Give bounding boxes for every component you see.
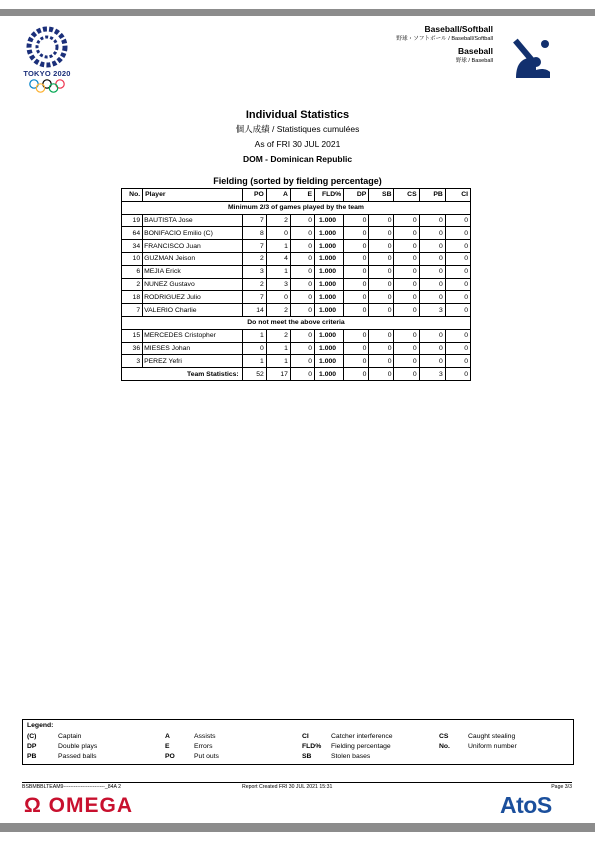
- table-row: [122, 240, 471, 253]
- header-e: E: [290, 189, 314, 202]
- legend-key: PO: [165, 753, 175, 760]
- table-cell: 1.000: [315, 227, 344, 240]
- table-cell: 0: [445, 265, 470, 278]
- table-cell: 0: [290, 265, 314, 278]
- table-cell: 1: [266, 265, 290, 278]
- table-cell: 3: [242, 265, 266, 278]
- legend-key: E: [165, 743, 170, 750]
- table-cell: 6: [122, 265, 143, 278]
- table-row: [122, 304, 471, 317]
- table-row: [122, 329, 471, 342]
- totals-cell: 17: [266, 368, 290, 381]
- legend-value: Errors: [194, 743, 213, 750]
- table-cell: 8: [242, 227, 266, 240]
- table-cell: 0: [344, 265, 369, 278]
- report-created: Report Created FRI 30 JUL 2021 15:31: [242, 784, 333, 790]
- totals-cell: 1.000: [315, 368, 344, 381]
- table-header-row: [122, 189, 471, 202]
- report-date: As of FRI 30 JUL 2021: [254, 139, 341, 149]
- table-cell: 0: [369, 214, 394, 227]
- table-cell: 1: [266, 240, 290, 253]
- table-cell: 0: [445, 342, 470, 355]
- event-name-multilang: 野球 / Baseball: [455, 57, 493, 64]
- table-cell: 0: [344, 355, 369, 368]
- table-cell: 0: [290, 240, 314, 253]
- legend-value: Assists: [194, 733, 216, 740]
- atos-logo: AtoS: [500, 792, 552, 818]
- footer-rule: [22, 782, 572, 783]
- table-cell: 3: [266, 278, 290, 291]
- table-cell: 0: [344, 329, 369, 342]
- event-name: Baseball: [458, 46, 493, 57]
- table-cell: 0: [394, 240, 419, 253]
- legend-value: Captain: [58, 733, 82, 740]
- legend-key: No.: [439, 743, 450, 750]
- table-cell: 0: [419, 291, 445, 304]
- table-cell: 0: [290, 342, 314, 355]
- table-cell: 14: [242, 304, 266, 317]
- legend-key: CI: [302, 733, 309, 740]
- table-cell: 0: [445, 278, 470, 291]
- table-cell: 0: [344, 252, 369, 265]
- tokyo-emblem-icon: [22, 25, 72, 69]
- table-cell: 7: [242, 240, 266, 253]
- legend-key: (C): [27, 733, 37, 740]
- table-cell: 0: [394, 252, 419, 265]
- table-cell: GUZMAN Jeison: [143, 252, 243, 265]
- header-cs: CS: [394, 189, 419, 202]
- table-cell: 1: [242, 355, 266, 368]
- table-cell: 0: [369, 278, 394, 291]
- table-cell: 0: [290, 304, 314, 317]
- table-cell: 0: [369, 265, 394, 278]
- table-cell: 0: [369, 329, 394, 342]
- sport-name: Baseball/Softball: [424, 24, 493, 34]
- table-row: [122, 265, 471, 278]
- table-row: [122, 355, 471, 368]
- bottom-bar: [0, 823, 595, 832]
- table-row: [122, 252, 471, 265]
- group-label-other: Do not meet the above criteria: [122, 316, 471, 329]
- table-cell: NUNEZ Gustavo: [143, 278, 243, 291]
- table-cell: 2: [242, 252, 266, 265]
- table-cell: 0: [445, 291, 470, 304]
- table-cell: 0: [419, 355, 445, 368]
- table-cell: 0: [290, 291, 314, 304]
- table-cell: FRANCISCO Juan: [143, 240, 243, 253]
- table-cell: 1.000: [315, 355, 344, 368]
- table-row: [122, 214, 471, 227]
- legend-value: Caught stealing: [468, 733, 516, 740]
- table-cell: 3: [419, 304, 445, 317]
- fielding-table: [121, 188, 471, 381]
- legend-key: SB: [302, 753, 312, 760]
- legend-title: Legend:: [27, 722, 54, 729]
- sport-heading: [396, 25, 493, 64]
- table-cell: 1.000: [315, 265, 344, 278]
- table-cell: 36: [122, 342, 143, 355]
- table-cell: 2: [266, 304, 290, 317]
- report-title: Individual Statistics: [245, 109, 350, 121]
- table-cell: 0: [419, 240, 445, 253]
- header-po: PO: [242, 189, 266, 202]
- table-cell: 0: [369, 355, 394, 368]
- table-cell: 0: [394, 278, 419, 291]
- table-cell: 0: [344, 227, 369, 240]
- table-cell: 0: [394, 214, 419, 227]
- totals-cell: 0: [394, 368, 419, 381]
- table-cell: BONIFACIO Emilio (C): [143, 227, 243, 240]
- table-cell: 4: [266, 252, 290, 265]
- legend-value: Passed balls: [58, 753, 97, 760]
- totals-cell: 0: [369, 368, 394, 381]
- sport-name-multilang: 野球・ソフトボール / Baseball/Softball: [396, 35, 493, 42]
- legend-key: DP: [27, 743, 37, 750]
- top-bar: [0, 9, 595, 16]
- legend-value: Catcher interference: [331, 733, 393, 740]
- table-cell: 0: [344, 291, 369, 304]
- table-cell: 1: [242, 329, 266, 342]
- table-cell: 0: [445, 252, 470, 265]
- table-cell: 0: [266, 227, 290, 240]
- table-cell: 0: [369, 252, 394, 265]
- header-fld: FLD%: [315, 189, 344, 202]
- table-cell: 1.000: [315, 329, 344, 342]
- totals-row: [122, 368, 471, 381]
- legend-value: Put outs: [194, 753, 219, 760]
- table-cell: 0: [394, 291, 419, 304]
- table-cell: 0: [344, 278, 369, 291]
- legend-key: PB: [27, 753, 37, 760]
- table-cell: 0: [445, 214, 470, 227]
- table-cell: 0: [242, 342, 266, 355]
- table-cell: 1: [266, 342, 290, 355]
- table-cell: 7: [242, 291, 266, 304]
- table-cell: 15: [122, 329, 143, 342]
- legend-value: Fielding percentage: [331, 743, 391, 750]
- table-cell: 0: [394, 329, 419, 342]
- table-cell: 10: [122, 252, 143, 265]
- table-cell: 0: [369, 342, 394, 355]
- table-cell: 0: [419, 214, 445, 227]
- table-cell: 0: [419, 342, 445, 355]
- table-row: [122, 278, 471, 291]
- table-cell: PEREZ Yefri: [143, 355, 243, 368]
- table-row: [122, 291, 471, 304]
- table-cell: 0: [445, 240, 470, 253]
- table-cell: 2: [266, 329, 290, 342]
- table-cell: 0: [419, 329, 445, 342]
- table-cell: 0: [369, 227, 394, 240]
- table-cell: 0: [394, 342, 419, 355]
- table-cell: 1.000: [315, 342, 344, 355]
- table-cell: 1.000: [315, 278, 344, 291]
- table-cell: 0: [369, 240, 394, 253]
- report-subtitle: 個人成績 / Statistiques cumulées: [235, 124, 360, 134]
- table-cell: 0: [419, 278, 445, 291]
- page-number: Page 3/3: [551, 784, 572, 790]
- table-cell: 0: [344, 304, 369, 317]
- table-cell: 0: [419, 252, 445, 265]
- baseball-pictogram-icon: [512, 34, 554, 80]
- table-cell: RODRIGUEZ Julio: [143, 291, 243, 304]
- table-cell: 0: [369, 304, 394, 317]
- table-cell: 0: [394, 265, 419, 278]
- table-cell: BAUTISTA Jose: [143, 214, 243, 227]
- table-cell: 2: [266, 214, 290, 227]
- totals-cell: 0: [290, 368, 314, 381]
- table-row: [122, 342, 471, 355]
- table-cell: 1.000: [315, 291, 344, 304]
- table-cell: 2: [122, 278, 143, 291]
- legend-key: CS: [439, 733, 449, 740]
- report-code: BSBMBBLTEAM9------------------------_84A 2: [22, 784, 122, 790]
- table-cell: 0: [290, 214, 314, 227]
- table-cell: MEJIA Erick: [143, 265, 243, 278]
- header-dp: DP: [344, 189, 369, 202]
- team-name: DOM - Dominican Republic: [242, 154, 353, 164]
- table-cell: 0: [344, 214, 369, 227]
- group-row-qualified: [122, 201, 471, 214]
- table-cell: 2: [242, 278, 266, 291]
- table-cell: 0: [344, 342, 369, 355]
- table-cell: 1.000: [315, 252, 344, 265]
- table-cell: 7: [122, 304, 143, 317]
- table-cell: MIESES Johan: [143, 342, 243, 355]
- totals-cell: 3: [419, 368, 445, 381]
- table-cell: 0: [290, 329, 314, 342]
- header-no: No.: [122, 189, 143, 202]
- table-cell: 1.000: [315, 304, 344, 317]
- legend-key: FLD%: [302, 743, 322, 750]
- totals-label: Team Statistics:: [122, 368, 243, 381]
- omega-logo: Ω OMEGA: [24, 794, 134, 817]
- table-cell: 0: [266, 291, 290, 304]
- table-cell: 64: [122, 227, 143, 240]
- legend-value: Uniform number: [468, 743, 517, 750]
- table-cell: 0: [290, 278, 314, 291]
- table-cell: 0: [445, 329, 470, 342]
- table-cell: 18: [122, 291, 143, 304]
- table-cell: 34: [122, 240, 143, 253]
- table-cell: 0: [394, 355, 419, 368]
- table-cell: 1.000: [315, 240, 344, 253]
- header-a: A: [266, 189, 290, 202]
- section-title: Fielding (sorted by fielding percentage): [213, 176, 382, 186]
- totals-cell: 0: [344, 368, 369, 381]
- totals-cell: 0: [445, 368, 470, 381]
- header-player: Player: [143, 189, 243, 202]
- legend-value: Stolen bases: [331, 753, 371, 760]
- table-cell: 0: [394, 227, 419, 240]
- table-cell: 3: [122, 355, 143, 368]
- table-cell: 1.000: [315, 214, 344, 227]
- table-cell: 0: [290, 227, 314, 240]
- table-cell: 1: [266, 355, 290, 368]
- table-cell: 0: [290, 355, 314, 368]
- group-row-other: [122, 316, 471, 329]
- table-cell: 0: [419, 265, 445, 278]
- table-cell: 19: [122, 214, 143, 227]
- games-logo-text: TOKYO 2020: [23, 69, 71, 78]
- totals-cell: 52: [242, 368, 266, 381]
- table-cell: 0: [394, 304, 419, 317]
- table-cell: 0: [445, 227, 470, 240]
- table-cell: 0: [344, 240, 369, 253]
- legend-box: [22, 719, 574, 765]
- group-label-qualified: Minimum 2/3 of games played by the team: [122, 201, 471, 214]
- olympic-rings-icon: [28, 79, 66, 93]
- table-cell: VALERIO Charlie: [143, 304, 243, 317]
- table-cell: 0: [419, 227, 445, 240]
- table-row: [122, 227, 471, 240]
- table-cell: 0: [369, 291, 394, 304]
- table-cell: 0: [445, 304, 470, 317]
- tokyo-2020-logo: [22, 25, 72, 93]
- header-ci: CI: [445, 189, 470, 202]
- header-pb: PB: [419, 189, 445, 202]
- table-cell: 7: [242, 214, 266, 227]
- legend-value: Double plays: [58, 743, 98, 750]
- table-cell: MERCEDES Cristopher: [143, 329, 243, 342]
- table-cell: 0: [290, 252, 314, 265]
- header-sb: SB: [369, 189, 394, 202]
- legend-key: A: [165, 733, 170, 740]
- table-cell: 0: [445, 355, 470, 368]
